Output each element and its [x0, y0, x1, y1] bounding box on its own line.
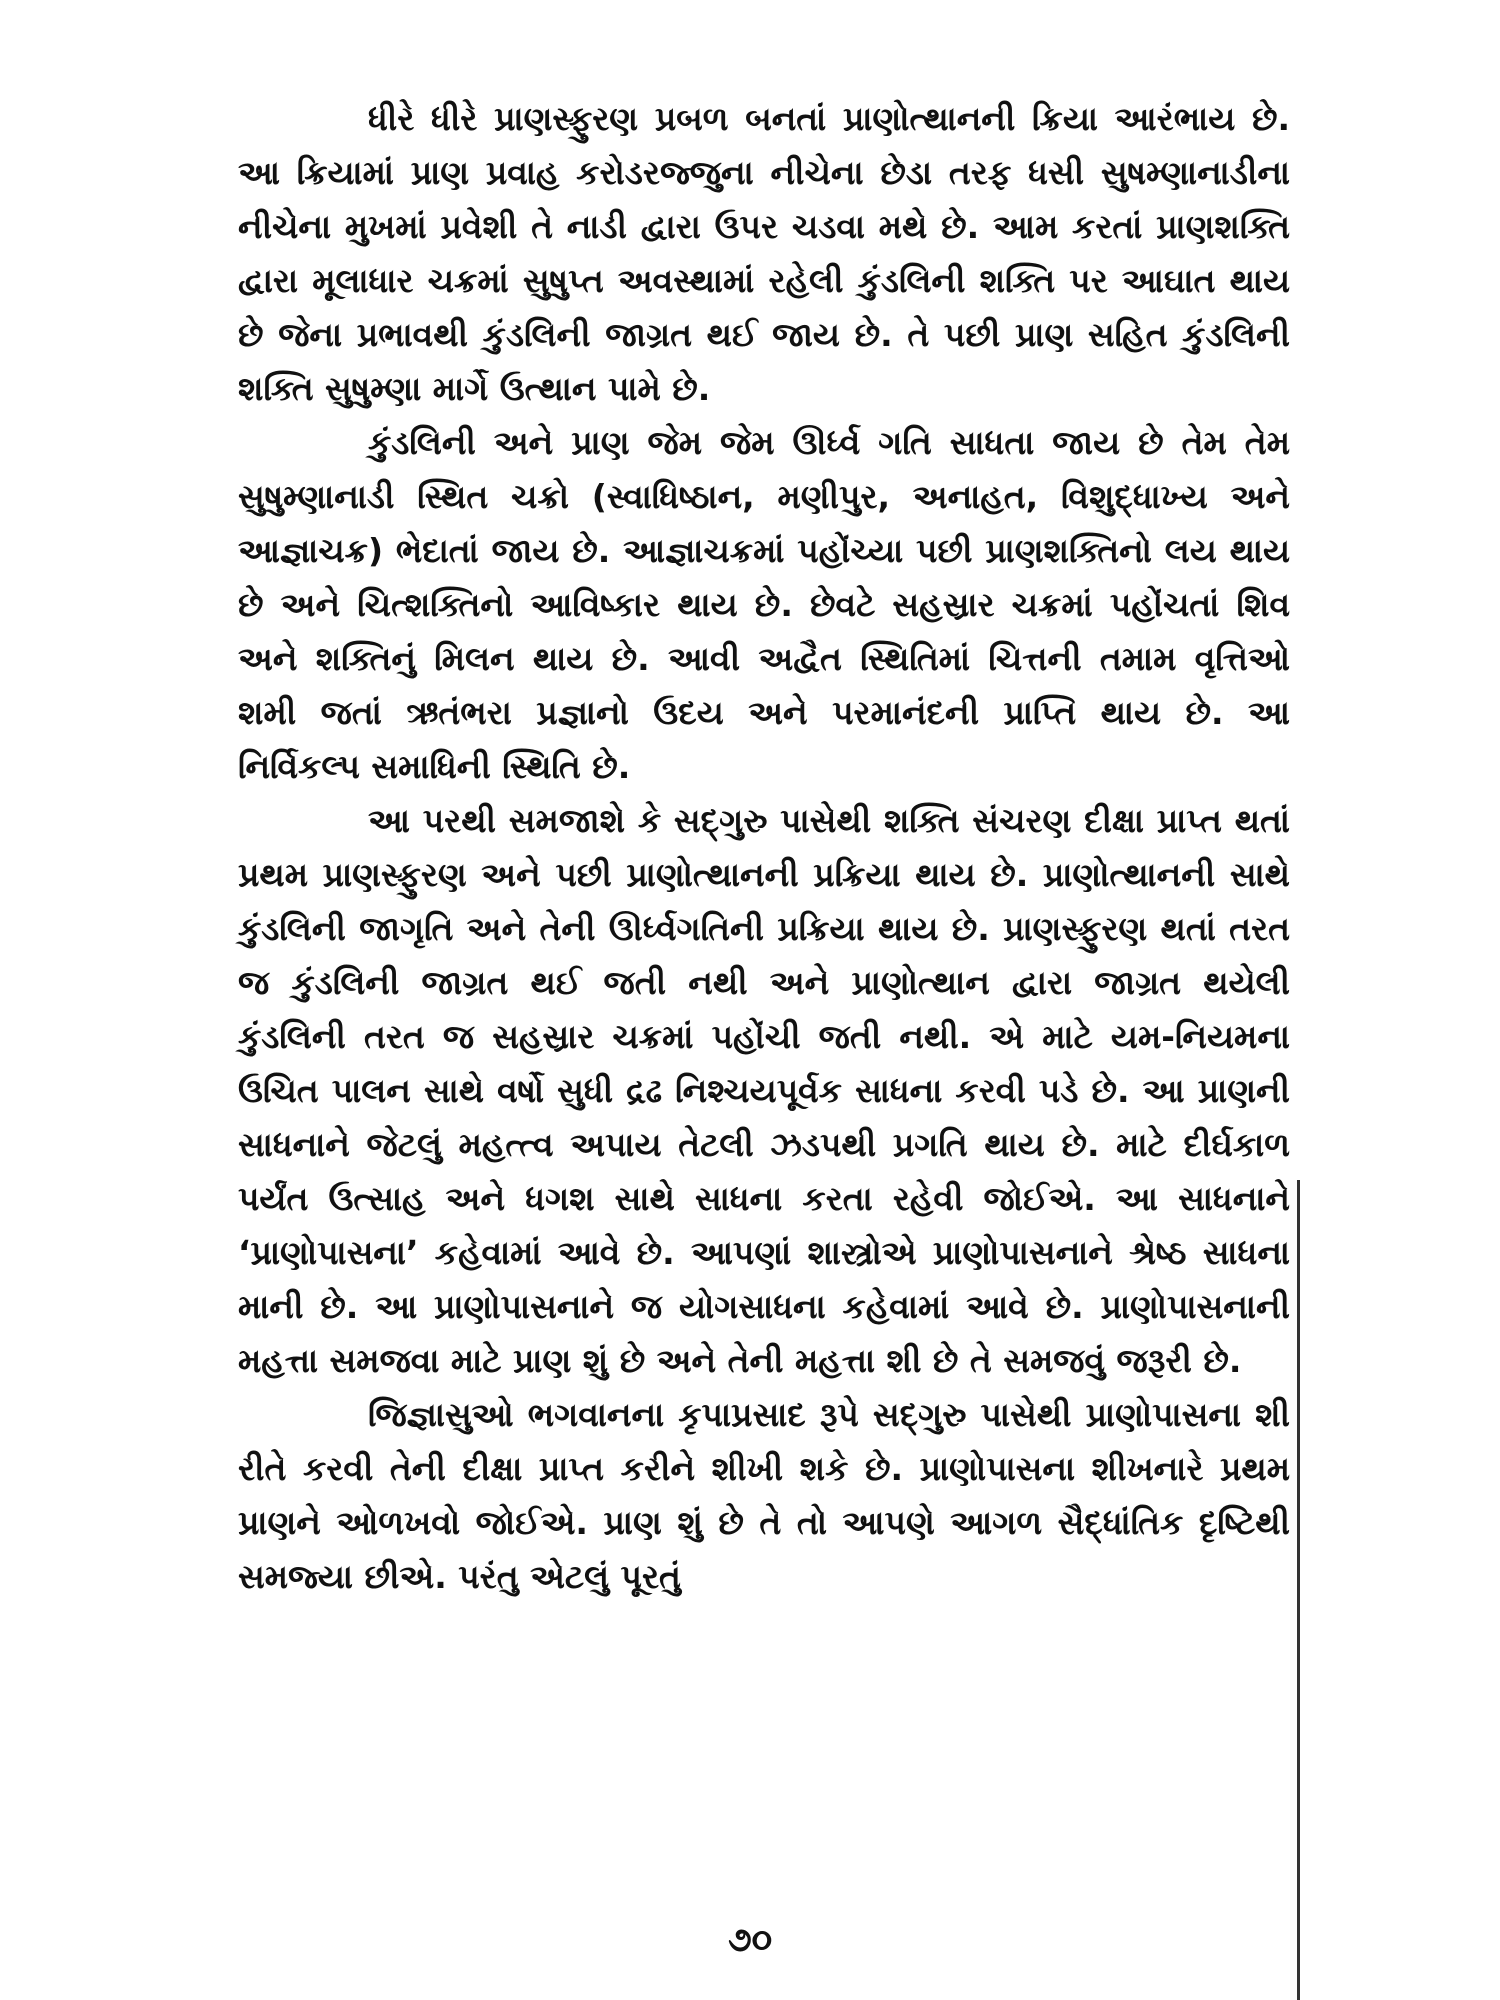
paragraph-1: ધીરે ધીરે પ્રાણસ્ફુરણ પ્રબળ બનતાં પ્રાણોત્થાનની ક્રિયા આરંભાય છે. આ ક્રિયામાં પ્રાણ પ્રવાહ કરોડરજ્જુના નીચેના છેડા તરફ ધસી સુષમ્ણાનાડીના નીચેના મુખમાં પ્રવેશી તે નાડી દ્વારા ઉપર ચડવા મથે છે. આમ કરતાં પ્રાણશક્તિ દ્વારા મૂલાધાર ચક્રમાં સુષુપ્ત અવસ્થામાં રહેલી કુંડલિની શક્તિ પર આઘાત થાય છે જેના પ્રભાવથી કુંડલિની જાગ્રત થઈ જાય છે. તે પછી પ્રાણ સહિત કુંડલિની શક્તિ સુષુમ્ણા માર્ગે ઉત્થાન પામે છે.: [238, 99, 1290, 408]
scan-edge-line: [1297, 1180, 1300, 2000]
paragraph-2: કુંડલિની અને પ્રાણ જેમ જેમ ઊર્ધ્વ ગતિ સાધતા જાય છે તેમ તેમ સુષુમ્ણાનાડી સ્થિત ચક્રો (સ્વાધિષ્ઠાન, મણીપુર, અનાહત, વિશુદ્ધાખ્ય અને આજ્ઞાચક્ર) ભેદાતાં જાય છે. આજ્ઞાચક્રમાં પહોંચ્યા પછી પ્રાણશક્તિનો લય થાય છે અને ચિત્શક્તિનો આવિષ્કાર થાય છે. છેવટે સહસ્રાર ચક્રમાં પહોંચતાં શિવ અને શક્તિનું મિલન થાય છે. આવી અદ્વૈત સ્થિતિમાં ચિત્તની તમામ વૃત્તિઓ શમી જતાં ઋતંભરા પ્રજ્ઞાનો ઉદય અને પરમાનંદની પ્રાપ્તિ થાય છે. આ નિર્વિકલ્પ સમાધિની સ્થિતિ છે.: [238, 423, 1290, 786]
paragraph-3: આ પરથી સમજાશે કે સદ્‌ગુરુ પાસેથી શક્તિ સંચરણ દીક્ષા પ્રાપ્ત થતાં પ્રથમ પ્રાણસ્ફુરણ અને પછી પ્રાણોત્થાનની પ્રક્રિયા થાય છે. પ્રાણોત્થાનની સાથે કુંડલિની જાગૃતિ અને તેની ઊર્ધ્વગતિની પ્રક્રિયા થાય છે. પ્રાણસ્ફુરણ થતાં તરત જ કુંડલિની જાગ્રત થઈ જતી નથી અને પ્રાણોત્થાન દ્વારા જાગ્રત થયેલી કુંડલિની તરત જ સહસ્રાર ચક્રમાં પહોંચી જતી નથી. એ માટે યમ-નિયમના ઉચિત પાલન સાથે વર્ષો સુધી દ્રઢ નિશ્ચયપૂર્વક સાધના કરવી પડે છે. આ પ્રાણની સાધનાને જેટલું મહત્ત્વ અપાય તેટલી ઝડપથી પ્રગતિ થાય છે. માટે દીર્ઘકાળ પર્યંત ઉત્સાહ અને ધગશ સાથે સાધના કરતા રહેવી જોઈએ. આ સાધનાને ‘પ્રાણોપાસના’ કહેવામાં આવે છે. આપણાં શાસ્ત્રોએ પ્રાણોપાસનાને શ્રેષ્ઠ સાધના માની છે. આ પ્રાણોપાસનાને જ યોગસાધના કહેવામાં આવે છે. પ્રાણોપાસનાની મહત્તા સમજવા માટે પ્રાણ શું છે અને તેની મહત્તા શી છે તે સમજવું જરૂરી છે.: [238, 801, 1290, 1380]
body-text: [238, 92, 1290, 1604]
paragraph-4: જિજ્ઞાસુઓ ભગવાનના કૃપાપ્રસાદ રૂપે સદ્‌ગુરુ પાસેથી પ્રાણોપાસના શી રીતે કરવી તેની દીક્ષા પ્રાપ્ત કરીને શીખી શકે છે. પ્રાણોપાસના શીખનારે પ્રથમ પ્રાણને ઓળખવો જોઈએ. પ્રાણ શું છે તે તો આપણે આગળ સૈદ્ધાંતિક દૃષ્ટિથી સમજ્યા છીએ. પરંતુ એટલું પૂરતું: [238, 1395, 1290, 1596]
page-number: ૭૦: [727, 1920, 773, 1960]
